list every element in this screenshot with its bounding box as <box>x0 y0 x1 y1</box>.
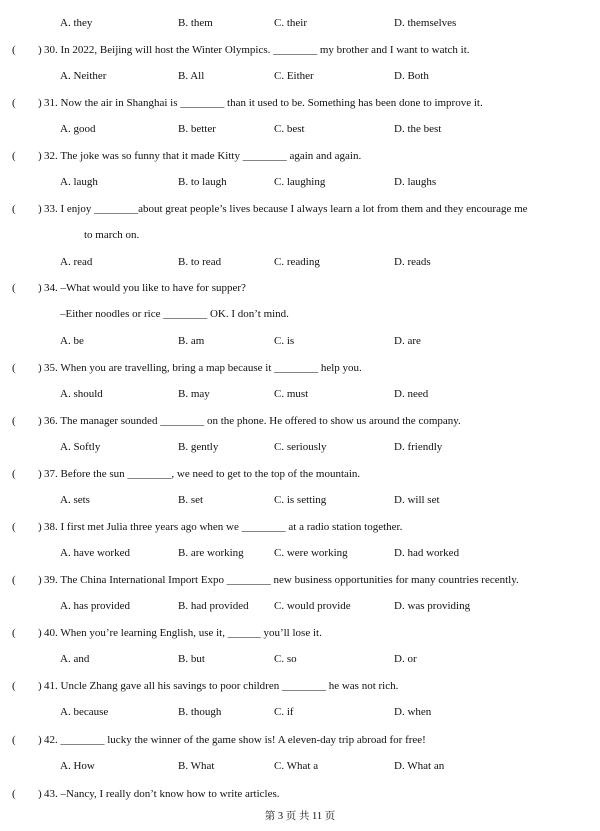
continuation-text: to march on. <box>84 229 140 241</box>
answer-paren-close: ) <box>38 282 42 294</box>
option-b[interactable]: B. them <box>178 17 213 29</box>
question-text: 30. In 2022, Beijing will host the Winter Olympics. ________ my brother and I want to watch it. <box>44 44 470 56</box>
question-number: 34 <box>44 282 55 294</box>
option-d[interactable]: D. are <box>394 335 421 347</box>
question-text: 35. When you are travelling, bring a map because it ________ help you. <box>44 362 362 374</box>
answer-paren-open: ( <box>12 680 16 692</box>
option-a[interactable]: A. should <box>60 388 103 400</box>
option-a[interactable]: A. has provided <box>60 600 130 612</box>
question-number: 32 <box>44 150 55 162</box>
question-number: 39 <box>44 574 55 586</box>
question-number: 33 <box>44 203 55 215</box>
option-b[interactable]: B. gently <box>178 441 219 453</box>
question-body: When you are travelling, bring a map because it ________ help you. <box>60 362 362 374</box>
question-text: 42. ________ lucky the winner of the game show is! A eleven-day trip abroad for free! <box>44 734 426 746</box>
option-c[interactable]: C. is setting <box>274 494 327 506</box>
option-d[interactable]: D. had worked <box>394 547 460 559</box>
answer-paren-open: ( <box>12 574 16 586</box>
option-c[interactable]: C. if <box>274 706 294 718</box>
option-c[interactable]: C. were working <box>274 547 348 559</box>
answer-paren-open: ( <box>12 627 16 639</box>
option-c[interactable]: C. is <box>274 335 295 347</box>
option-d[interactable]: D. friendly <box>394 441 443 453</box>
question-number: 30 <box>44 44 55 56</box>
option-d[interactable]: D. will set <box>394 494 440 506</box>
option-d[interactable]: D. Both <box>394 70 429 82</box>
question-text: 33. I enjoy ________about great people’s lives because I always learn a lot from them and they encourage me <box>44 203 528 215</box>
question-number: 41 <box>44 680 55 692</box>
option-b[interactable]: B. but <box>178 653 205 665</box>
question-body: In 2022, Beijing will host the Winter Olympics. ________ my brother and I want to watch it. <box>60 44 470 56</box>
answer-paren-close: ) <box>38 362 42 374</box>
option-d[interactable]: D. or <box>394 653 417 665</box>
option-b[interactable]: B. had provided <box>178 600 249 612</box>
option-d[interactable]: D. the best <box>394 123 442 135</box>
option-c[interactable]: C. so <box>274 653 297 665</box>
option-b[interactable]: B. to read <box>178 256 222 268</box>
question-number: 37 <box>44 468 55 480</box>
question-number: 35 <box>44 362 55 374</box>
question-text: 34. –What would you like to have for supper? <box>44 282 246 294</box>
question-body: Now the air in Shanghai is ________ than it used to be. Something has been done to improve it. <box>60 97 483 109</box>
answer-paren-close: ) <box>38 415 42 427</box>
question-number: 36 <box>44 415 55 427</box>
option-a[interactable]: A. good <box>60 123 96 135</box>
question-body: ________ lucky the winner of the game show is! A eleven-day trip abroad for free! <box>60 734 426 746</box>
answer-paren-open: ( <box>12 150 16 162</box>
option-d[interactable]: D. when <box>394 706 432 718</box>
option-a[interactable]: A. How <box>60 760 95 772</box>
option-b[interactable]: B. am <box>178 335 205 347</box>
answer-paren-close: ) <box>38 627 42 639</box>
question-body: Before the sun ________, we need to get to the top of the mountain. <box>60 468 361 480</box>
answer-paren-close: ) <box>38 574 42 586</box>
option-c[interactable]: C. their <box>274 17 307 29</box>
option-b[interactable]: B. though <box>178 706 222 718</box>
option-d[interactable]: D. need <box>394 388 429 400</box>
option-c[interactable]: C. reading <box>274 256 320 268</box>
page-footer: 第 3 页 共 11 页 <box>264 811 336 822</box>
answer-paren-close: ) <box>38 150 42 162</box>
answer-paren-open: ( <box>12 282 16 294</box>
option-d[interactable]: D. themselves <box>394 17 457 29</box>
question-number: 38 <box>44 521 55 533</box>
option-c[interactable]: C. best <box>274 123 305 135</box>
question-text: 39. The China International Import Expo ________ new business opportunities for many countries recently. <box>44 574 519 586</box>
option-b[interactable]: B. set <box>178 494 204 506</box>
option-a[interactable]: A. Neither <box>60 70 107 82</box>
answer-paren-open: ( <box>12 44 16 56</box>
option-c[interactable]: C. seriously <box>274 441 327 453</box>
answer-paren-close: ) <box>38 734 42 746</box>
question-text: 32. The joke was so funny that it made Kitty ________ again and again. <box>44 150 362 162</box>
option-b[interactable]: B. better <box>178 123 216 135</box>
continuation-text: –Either noodles or rice ________ OK. I don’t mind. <box>60 308 289 320</box>
answer-paren-close: ) <box>38 788 42 800</box>
option-a[interactable]: A. be <box>60 335 84 347</box>
question-number: 40 <box>44 627 55 639</box>
option-c[interactable]: C. must <box>274 388 309 400</box>
answer-paren-close: ) <box>38 468 42 480</box>
question-text: 41. Uncle Zhang gave all his savings to poor children ________ he was not rich. <box>44 680 399 692</box>
answer-paren-open: ( <box>12 734 16 746</box>
option-d[interactable]: D. reads <box>394 256 431 268</box>
answer-paren-open: ( <box>12 415 16 427</box>
option-d[interactable]: D. was providing <box>394 600 471 612</box>
answer-paren-close: ) <box>38 44 42 56</box>
question-body: The manager sounded ________ on the phone. He offered to show us around the company. <box>60 415 461 427</box>
option-c[interactable]: C. would provide <box>274 600 351 612</box>
option-c[interactable]: C. What a <box>274 760 319 772</box>
answer-paren-open: ( <box>12 362 16 374</box>
option-b[interactable]: B. All <box>178 70 205 82</box>
answer-paren-open: ( <box>12 521 16 533</box>
answer-paren-close: ) <box>38 521 42 533</box>
option-a[interactable]: A. they <box>60 17 93 29</box>
question-body: I first met Julia three years ago when we ________ at a radio station together. <box>60 521 403 533</box>
question-text: 36. The manager sounded ________ on the phone. He offered to show us around the company. <box>44 415 461 427</box>
answer-paren-close: ) <box>38 203 42 215</box>
option-a[interactable]: A. and <box>60 653 90 665</box>
option-b[interactable]: B. may <box>178 388 210 400</box>
question-number: 42 <box>44 734 55 746</box>
question-text: 31. Now the air in Shanghai is ________ than it used to be. Something has been done to improve it. <box>44 97 483 109</box>
question-body: –Nancy, I really don’t know how to write articles. <box>60 788 280 800</box>
answer-paren-open: ( <box>12 788 16 800</box>
question-number: 31 <box>44 97 55 109</box>
question-text: 43. –Nancy, I really don’t know how to write articles. <box>44 788 280 800</box>
option-c[interactable]: C. laughing <box>274 176 326 188</box>
question-body: The joke was so funny that it made Kitty ________ again and again. <box>60 150 362 162</box>
question-body: Uncle Zhang gave all his savings to poor children ________ he was not rich. <box>60 680 399 692</box>
question-body: –What would you like to have for supper? <box>60 282 246 294</box>
answer-paren-open: ( <box>12 468 16 480</box>
answer-paren-close: ) <box>38 680 42 692</box>
option-c[interactable]: C. Either <box>274 70 314 82</box>
question-text: 40. When you’re learning English, use it, ______ you’ll lose it. <box>44 627 322 639</box>
option-d[interactable]: D. What an <box>394 760 445 772</box>
option-b[interactable]: B. to laugh <box>178 176 227 188</box>
answer-paren-open: ( <box>12 203 16 215</box>
question-body: The China International Import Expo ________ new business opportunities for many countries recently. <box>60 574 519 586</box>
answer-paren-open: ( <box>12 97 16 109</box>
option-a[interactable]: A. laugh <box>60 176 98 188</box>
option-a[interactable]: A. because <box>60 706 109 718</box>
option-b[interactable]: B. What <box>178 760 215 772</box>
option-a[interactable]: A. sets <box>60 494 90 506</box>
option-a[interactable]: A. Softly <box>60 441 101 453</box>
option-a[interactable]: A. read <box>60 256 93 268</box>
question-text: 38. I first met Julia three years ago when we ________ at a radio station together. <box>44 521 403 533</box>
question-body: When you’re learning English, use it, ______ you’ll lose it. <box>60 627 322 639</box>
option-a[interactable]: A. have worked <box>60 547 130 559</box>
question-body: I enjoy ________about great people’s lives because I always learn a lot from them and they encourage me <box>60 203 528 215</box>
option-d[interactable]: D. laughs <box>394 176 437 188</box>
option-b[interactable]: B. are working <box>178 547 244 559</box>
question-text: 37. Before the sun ________, we need to get to the top of the mountain. <box>44 468 361 480</box>
answer-paren-close: ) <box>38 97 42 109</box>
question-number: 43 <box>44 788 55 800</box>
